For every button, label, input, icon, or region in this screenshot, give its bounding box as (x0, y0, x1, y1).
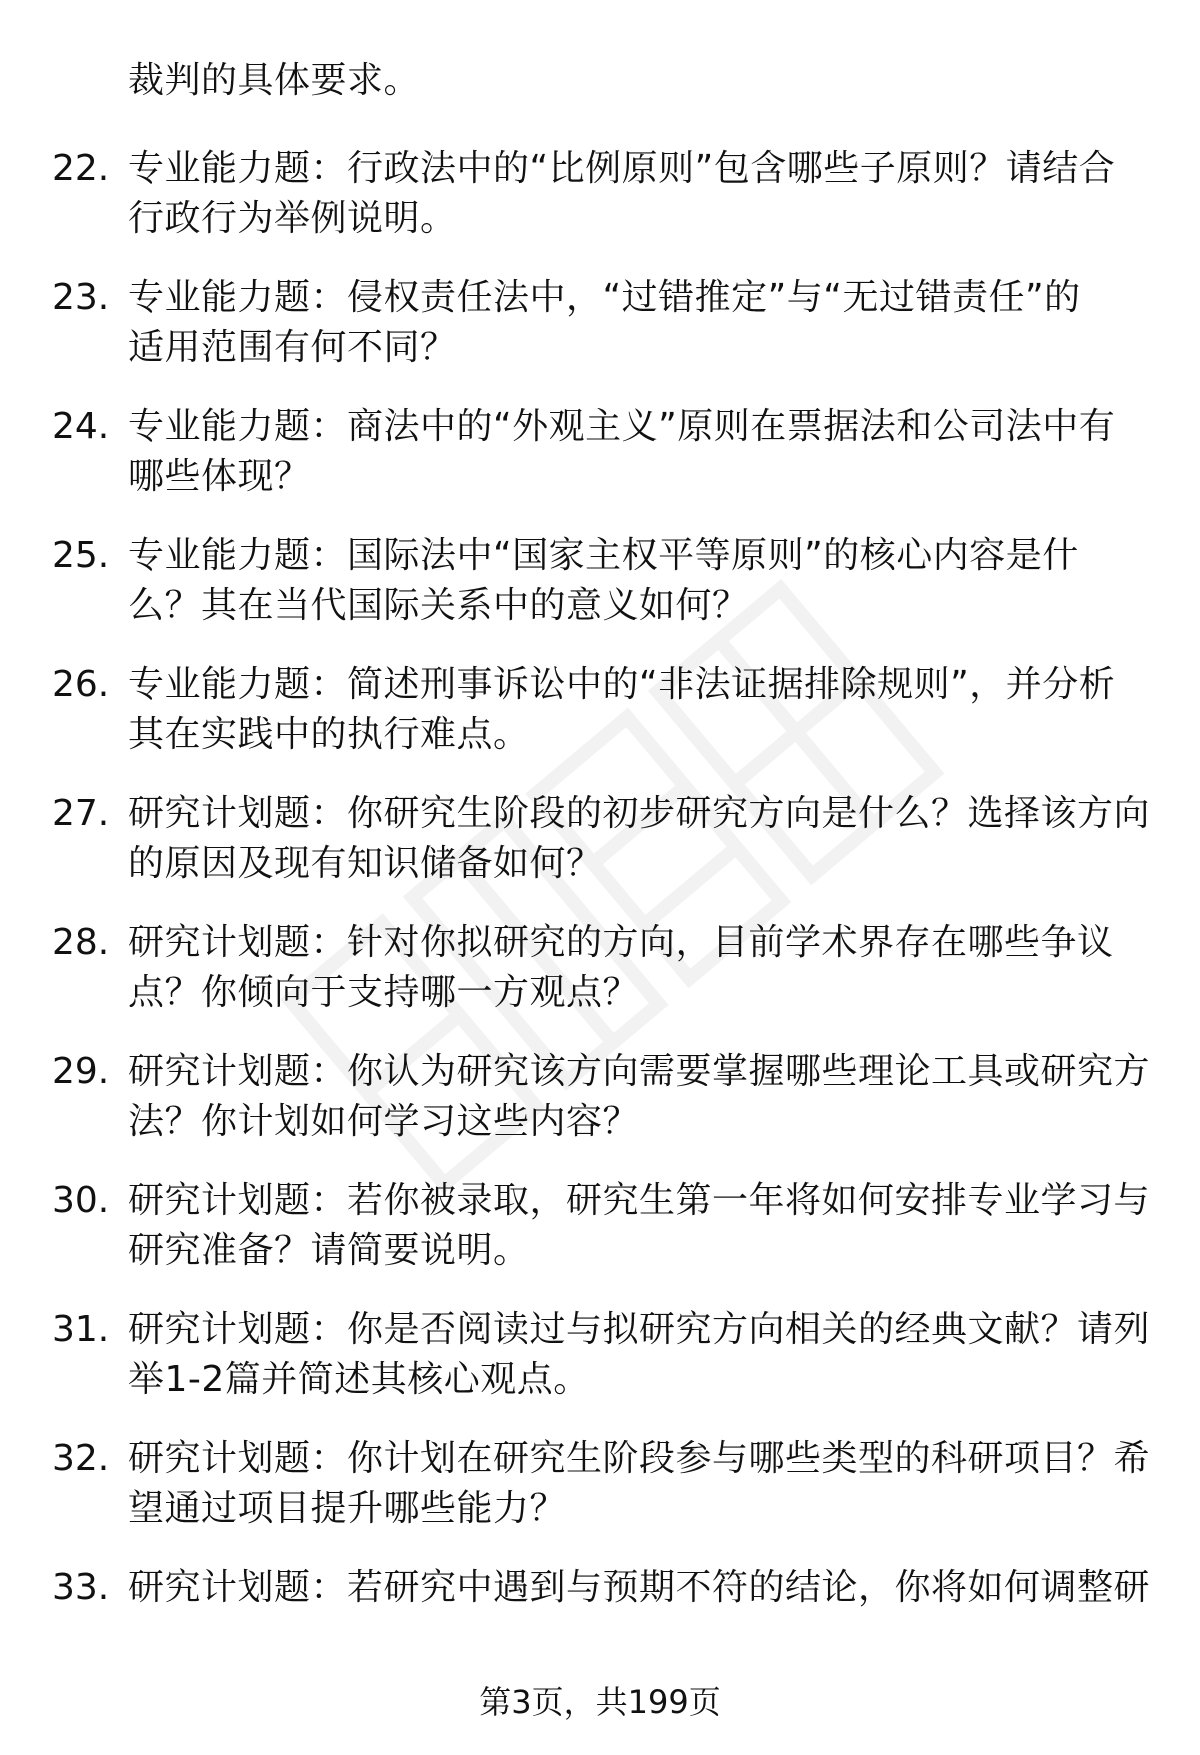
question-line: 其在实践中的执行难点。 (128, 714, 530, 755)
question-item (0, 789, 1200, 918)
question-line: 研究准备？请简要说明。 (128, 1230, 530, 1271)
question-line: 适用范围有何不同？ (128, 327, 457, 368)
question-line: 点？你倾向于支持哪一方观点？ (128, 972, 640, 1013)
question-text (128, 273, 1138, 373)
question-line: 法？你计划如何学习这些内容？ (128, 1101, 640, 1142)
question-text (128, 402, 1138, 502)
question-item (0, 660, 1200, 789)
question-line: 研究计划题：你认为研究该方向需要掌握哪些理论工具或研究方 (128, 1051, 1151, 1092)
question-number: 31. (52, 1309, 110, 1350)
question-text (128, 1047, 1151, 1147)
question-line: 么？其在当代国际关系中的意义如何？ (128, 585, 749, 626)
question-number: 22. (52, 148, 110, 189)
question-text (128, 531, 1138, 631)
question-line: 研究计划题：若你被录取，研究生第一年将如何安排专业学习与 (128, 1180, 1151, 1221)
question-text (128, 918, 1138, 1018)
question-item (0, 273, 1200, 402)
question-line: 研究计划题：你研究生阶段的初步研究方向是什么？选择该方向 (128, 793, 1151, 834)
question-text (128, 1305, 1151, 1405)
page-number-footer: 第3页，共199页 (479, 1683, 721, 1721)
question-number: 28. (52, 922, 110, 963)
question-line: 专业能力题：商法中的“外观主义”原则在票据法和公司法中有 (128, 406, 1116, 447)
question-item (0, 1176, 1200, 1305)
question-line: 研究计划题：针对你拟研究的方向，目前学术界存在哪些争议 (128, 922, 1114, 963)
question-line: 专业能力题：侵权责任法中，“过错推定”与“无过错责任”的 (128, 277, 1081, 318)
question-text (128, 1434, 1151, 1534)
question-line: 哪些体现？ (128, 456, 311, 497)
question-line: 研究计划题：你是否阅读过与拟研究方向相关的经典文献？请列 (128, 1309, 1151, 1350)
question-text (128, 660, 1138, 760)
question-line: 专业能力题：国际法中“国家主权平等原则”的核心内容是什 (128, 535, 1079, 576)
question-text (128, 144, 1138, 244)
question-line: 研究计划题：若研究中遇到与预期不符的结论，你将如何调整研 (128, 1567, 1151, 1608)
question-number: 27. (52, 793, 110, 834)
question-number: 26. (52, 664, 110, 705)
question-item (0, 918, 1200, 1047)
question-text (128, 1176, 1151, 1276)
question-line: 的原因及现有知识储备如何？ (128, 843, 603, 884)
question-item (0, 402, 1200, 531)
question-number: 25. (52, 535, 110, 576)
question-line: 专业能力题：行政法中的“比例原则”包含哪些子原则？请结合 (128, 148, 1116, 189)
question-item (0, 1563, 1200, 1692)
question-number: 23. (52, 277, 110, 318)
question-number: 29. (52, 1051, 110, 1092)
question-line: 专业能力题：简述刑事诉讼中的“非法证据排除规则”，并分析 (128, 664, 1116, 705)
question-item (0, 1305, 1200, 1434)
question-line: 望通过项目提升哪些能力？ (128, 1488, 567, 1529)
question-line: 举1-2篇并简述其核心观点。 (128, 1359, 590, 1400)
question-number: 32. (52, 1438, 110, 1479)
question-number: 24. (52, 406, 110, 447)
question-number: 30. (52, 1180, 110, 1221)
question-item (0, 531, 1200, 660)
question-item (0, 144, 1200, 273)
continued-answer-text: 裁判的具体要求。 (128, 60, 421, 101)
question-text (128, 1563, 1151, 1613)
question-line: 行政行为举例说明。 (128, 198, 457, 239)
question-list (0, 144, 1200, 1692)
question-line: 研究计划题：你计划在研究生阶段参与哪些类型的科研项目？希 (128, 1438, 1151, 1479)
question-item (0, 1434, 1200, 1563)
question-text (128, 789, 1151, 889)
question-number: 33. (52, 1567, 110, 1608)
question-item (0, 1047, 1200, 1176)
